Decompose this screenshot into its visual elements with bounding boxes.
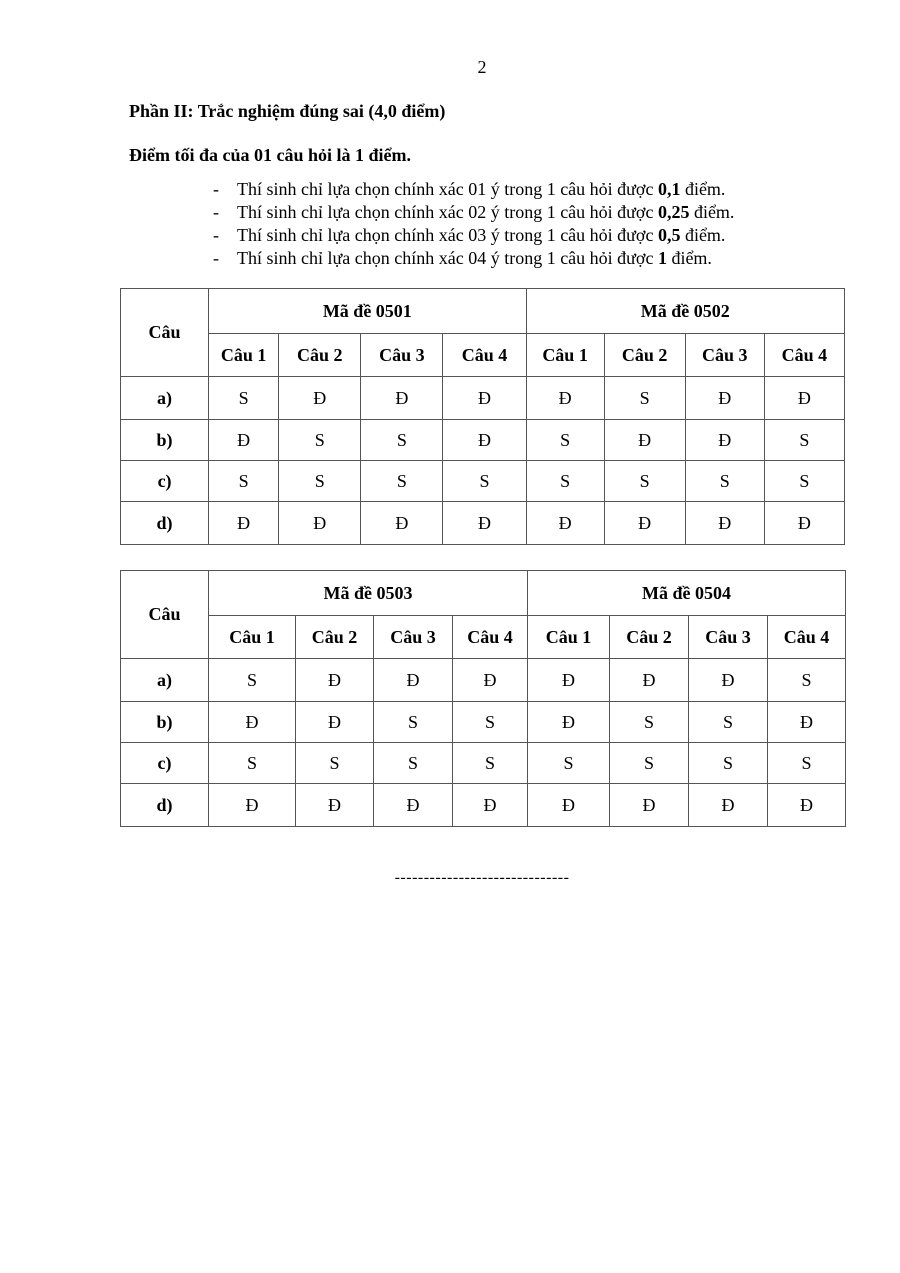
question-column-header: Câu 2 — [296, 616, 374, 659]
answer-cell: S — [526, 420, 604, 461]
question-column-header: Câu 4 — [453, 616, 528, 659]
answer-cell: Đ — [528, 659, 610, 702]
answer-cell: S — [279, 420, 361, 461]
row-header-corner: Câu — [121, 289, 209, 377]
statement-label: b) — [121, 702, 209, 743]
table-row — [121, 461, 845, 502]
question-column-header: Câu 3 — [361, 334, 443, 377]
answer-cell: Đ — [610, 659, 689, 702]
answer-cell: Đ — [768, 784, 846, 827]
answer-cell: Đ — [689, 659, 768, 702]
rule-unit: điểm. — [680, 225, 726, 245]
rule-score: 0,5 — [657, 225, 681, 245]
answer-cell: S — [374, 743, 453, 784]
answer-cell: S — [209, 659, 296, 702]
answer-cell: S — [604, 377, 685, 420]
answer-cell: Đ — [685, 420, 764, 461]
question-column-header: Câu 2 — [610, 616, 689, 659]
statement-label: a) — [121, 377, 209, 420]
answer-cell: S — [768, 743, 846, 784]
table-row — [121, 659, 846, 702]
question-column-header: Câu 2 — [604, 334, 685, 377]
answer-cell: S — [764, 420, 844, 461]
rule-text: Thí sinh chỉ lựa chọn chính xác 04 ý trong 1 câu hỏi được — [237, 248, 658, 268]
answer-cell: S — [526, 461, 604, 502]
answer-table-1 — [120, 288, 845, 545]
rule-unit: điểm. — [666, 248, 712, 268]
answer-cell: S — [689, 743, 768, 784]
table-subheader-row — [121, 616, 846, 659]
answer-cell: S — [685, 461, 764, 502]
answer-cell: S — [209, 377, 279, 420]
answer-cell: Đ — [453, 784, 528, 827]
question-column-header: Câu 3 — [689, 616, 768, 659]
statement-label: d) — [121, 784, 209, 827]
scoring-rule — [213, 178, 734, 201]
statement-label: c) — [121, 461, 209, 502]
answer-cell: S — [374, 702, 453, 743]
answer-cell: Đ — [374, 784, 453, 827]
list-dash: - — [213, 225, 219, 245]
answer-cell: Đ — [528, 784, 610, 827]
answer-cell: Đ — [768, 702, 846, 743]
answer-cell: S — [361, 461, 443, 502]
answer-cell: Đ — [361, 377, 443, 420]
exam-code-header: Mã đề 0501 — [209, 289, 526, 334]
exam-code-header: Mã đề 0504 — [528, 571, 846, 616]
answer-cell: Đ — [443, 420, 526, 461]
answer-cell: Đ — [279, 377, 361, 420]
answer-cell: Đ — [685, 502, 764, 545]
table-row — [121, 420, 845, 461]
rule-score: 0,25 — [657, 202, 690, 222]
question-column-header: Câu 4 — [768, 616, 846, 659]
answer-cell: Đ — [296, 702, 374, 743]
exam-code-header: Mã đề 0502 — [526, 289, 844, 334]
statement-label: a) — [121, 659, 209, 702]
answer-cell: Đ — [764, 502, 844, 545]
question-column-header: Câu 1 — [209, 334, 279, 377]
answer-cell: Đ — [528, 702, 610, 743]
question-column-header: Câu 4 — [764, 334, 844, 377]
answer-cell: S — [209, 743, 296, 784]
footer-separator: ------------------------------ — [394, 869, 570, 886]
question-column-header: Câu 2 — [279, 334, 361, 377]
answer-cell: Đ — [526, 377, 604, 420]
answer-cell: S — [764, 461, 844, 502]
scoring-rule — [213, 247, 734, 270]
answer-cell: Đ — [209, 502, 279, 545]
answer-cell: S — [443, 461, 526, 502]
rule-text: Thí sinh chỉ lựa chọn chính xác 02 ý trong 1 câu hỏi được — [237, 202, 658, 222]
answer-cell: Đ — [209, 420, 279, 461]
answer-cell: S — [296, 743, 374, 784]
table-row — [121, 377, 845, 420]
answer-cell: Đ — [443, 377, 526, 420]
statement-label: b) — [121, 420, 209, 461]
table-subheader-row — [121, 334, 845, 377]
rule-score: 0,1 — [657, 179, 681, 199]
answer-cell: Đ — [279, 502, 361, 545]
answer-cell: S — [604, 461, 685, 502]
answer-cell: Đ — [604, 420, 685, 461]
answer-cell: Đ — [361, 502, 443, 545]
question-column-header: Câu 3 — [685, 334, 764, 377]
table-header-row — [121, 571, 846, 616]
list-dash: - — [213, 202, 219, 222]
table-row — [121, 784, 846, 827]
answer-cell: Đ — [526, 502, 604, 545]
answer-cell: Đ — [209, 784, 296, 827]
table-row — [121, 743, 846, 784]
exam-code-header: Mã đề 0503 — [209, 571, 528, 616]
answer-cell: S — [528, 743, 610, 784]
answer-cell: S — [453, 743, 528, 784]
answer-cell: Đ — [689, 784, 768, 827]
answer-cell: S — [610, 702, 689, 743]
answer-cell: S — [279, 461, 361, 502]
max-score-note: Điểm tối đa của 01 câu hỏi là 1 điểm. — [129, 145, 411, 165]
rule-score: 1 — [657, 248, 667, 268]
answer-cell: Đ — [374, 659, 453, 702]
table-row — [121, 502, 845, 545]
answer-cell: S — [610, 743, 689, 784]
row-header-corner: Câu — [121, 571, 209, 659]
rule-unit: điểm. — [689, 202, 735, 222]
rule-text: Thí sinh chỉ lựa chọn chính xác 01 ý trong 1 câu hỏi được — [237, 179, 658, 199]
answer-cell: S — [209, 461, 279, 502]
answer-cell: Đ — [443, 502, 526, 545]
answer-cell: Đ — [604, 502, 685, 545]
scoring-rules-list — [213, 178, 734, 270]
scoring-rule — [213, 224, 734, 247]
answer-cell: Đ — [296, 784, 374, 827]
list-dash: - — [213, 248, 219, 268]
page-number: 2 — [477, 57, 487, 77]
answer-cell: S — [453, 702, 528, 743]
question-column-header: Câu 3 — [374, 616, 453, 659]
question-column-header: Câu 1 — [528, 616, 610, 659]
answer-cell: S — [361, 420, 443, 461]
scoring-rule — [213, 201, 734, 224]
table-row — [121, 702, 846, 743]
question-column-header: Câu 1 — [209, 616, 296, 659]
answer-cell: Đ — [296, 659, 374, 702]
answer-cell: Đ — [764, 377, 844, 420]
answer-cell: S — [768, 659, 846, 702]
question-column-header: Câu 1 — [526, 334, 604, 377]
answer-cell: Đ — [453, 659, 528, 702]
answer-cell: Đ — [209, 702, 296, 743]
section-title: Phần II: Trắc nghiệm đúng sai (4,0 điểm) — [129, 101, 446, 121]
list-dash: - — [213, 179, 219, 199]
table-header-row — [121, 289, 845, 334]
question-column-header: Câu 4 — [443, 334, 526, 377]
statement-label: d) — [121, 502, 209, 545]
answer-cell: Đ — [610, 784, 689, 827]
answer-cell: Đ — [685, 377, 764, 420]
answer-table-2 — [120, 570, 846, 827]
rule-unit: điểm. — [680, 179, 726, 199]
statement-label: c) — [121, 743, 209, 784]
answer-cell: S — [689, 702, 768, 743]
rule-text: Thí sinh chỉ lựa chọn chính xác 03 ý trong 1 câu hỏi được — [237, 225, 658, 245]
